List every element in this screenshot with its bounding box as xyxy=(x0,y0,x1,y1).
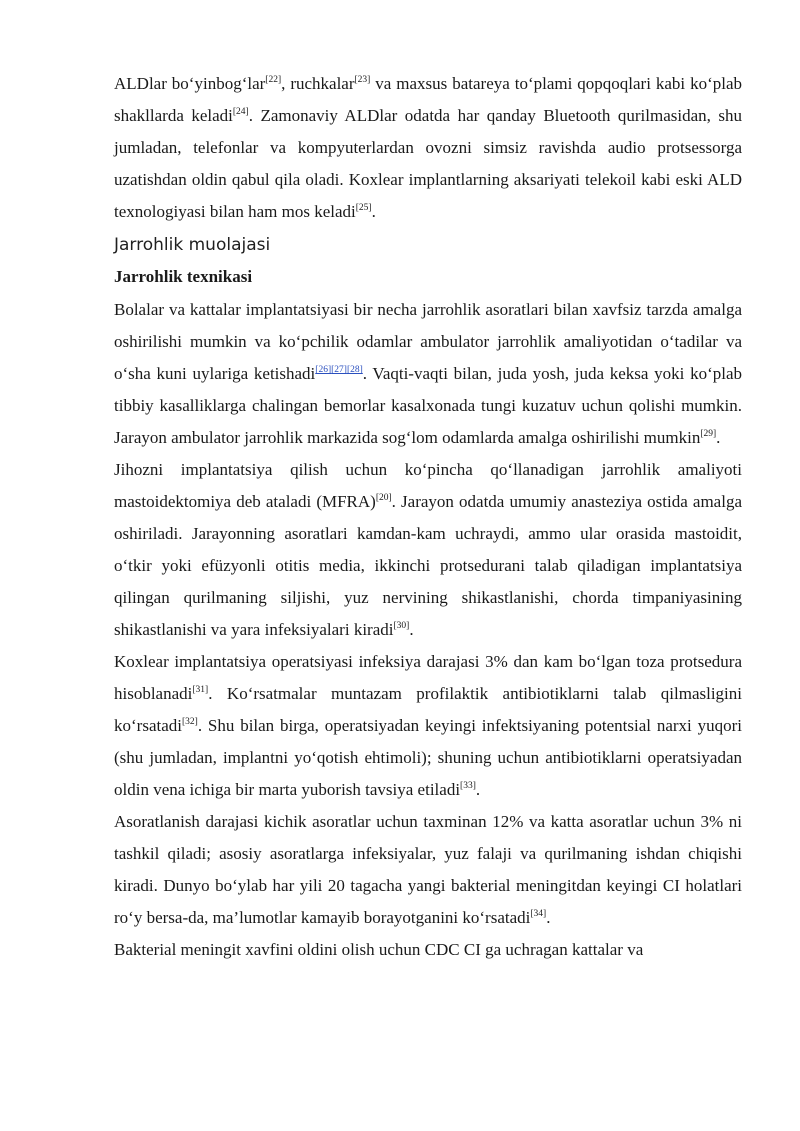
paragraph-surgery-safety xyxy=(114,294,742,454)
paragraph-ald-forms xyxy=(114,68,742,228)
citation-links xyxy=(315,365,362,375)
text-run: . Jarayon odatda umumiy anasteziya ostida amalga oshiriladi. Jarayonning asoratlari kamdan-kam uchraydi, ammo ular orasida mastoidit, o‘tkir yoki efüzyonli otitis media, ikkinchi protsedurani talab qiladigan implantatsiya qilingan qurilmaning siljishi, yuz nervining shikastlanishi, chorda timpaniyasining shikastlanishi va yara infeksiyalari kiradi xyxy=(114,492,742,639)
paragraph-meningitis xyxy=(114,934,742,966)
text-run: . Zamonaviy ALDlar odatda har qanday Bluetooth qurilmasidan, shu jumladan, telefonlar va kompyuterlardan ovozni simsiz ravishda audio protsessorga uzatishdan oldin qabul qila oladi. Koxlear implantlarning aksariyati telekoil kabi eski ALD texnologiyasi bilan ham mos keladi xyxy=(114,106,742,221)
citation-link-26[interactable]: [26] xyxy=(315,365,332,375)
text-run: Jihozni implantatsiya qilish uchun ko‘pincha qo‘llanadigan jarrohlik amaliyoti mastoidektomiya deb ataladi (MFRA) xyxy=(114,460,742,511)
paragraph-infection-rate xyxy=(114,646,742,806)
text-run: . Shu bilan birga, operatsiyadan keyingi infektsiyaning potentsial narxi yuqori (shu jumladan, implantni yo‘qotish ehtimoli); shuning uchun antibiotiklarni operatsiyadan oldin vena ichiga bir marta yuborish tavsiya etiladi xyxy=(114,716,742,799)
text-run: Bolalar va kattalar implantatsiyasi bir necha jarrohlik asoratlari bilan xavfsiz tarzda amalga oshirilishi mumkin va ko‘pchilik odamlar ambulator jarrohlik amaliyotidan o‘tadilar va o‘sha kuni uylariga ketishadi xyxy=(114,300,742,383)
citation: [34] xyxy=(530,909,547,919)
text-run: . Ko‘rsatmalar muntazam profilaktik antibiotiklarni talab qilmasligini ko‘rsatadi xyxy=(114,684,742,735)
text-run: . xyxy=(371,202,376,221)
citation: [23] xyxy=(354,75,371,85)
citation: [32] xyxy=(181,717,198,727)
document-page xyxy=(114,68,742,966)
citation: [29] xyxy=(700,429,717,439)
citation: [33] xyxy=(460,781,476,791)
text-run: , ruchkalar xyxy=(281,74,355,93)
citation: [24] xyxy=(232,107,249,117)
paragraph-complications xyxy=(114,806,742,934)
citation-link-27[interactable]: [27] xyxy=(331,365,347,375)
text-run: . xyxy=(475,780,481,799)
text-run: ALDlar bo‘yinbog‘lar xyxy=(114,74,266,93)
text-run: . xyxy=(409,620,414,639)
citation: [22] xyxy=(265,75,282,85)
citation: [25] xyxy=(355,203,372,213)
text-run: . xyxy=(546,908,551,927)
subsection-heading: Jarrohlik texnikasi xyxy=(114,267,253,286)
paragraph-mastoidectomy xyxy=(114,454,742,646)
citation: [30] xyxy=(393,621,410,631)
citation: [20] xyxy=(375,493,392,503)
citation: [31] xyxy=(192,685,209,695)
text-run: Bakterial meningit xavfini oldini olish uchun CDC CI ga uchragan kattalar va xyxy=(114,940,644,959)
text-run: . Vaqti-vaqti bilan, juda yosh, juda keksa yoki ko‘plab tibbiy kasalliklarga chalingan bemorlar kasalxonada tungi kuzatuv uchun qolishi mumkin. Jarayon ambulator jarrohlik markazida sog‘lom odamlarda amalga oshirilishi mumkin xyxy=(114,364,742,447)
text-run: . xyxy=(716,428,721,447)
text-run: Asoratlanish darajasi kichik asoratlar uchun taxminan 12% va katta asoratlar uchun 3% ni tashkil qiladi; asosiy asoratlarga infeksiyalar, yuz falaji va qurilmaning ishdan chiqishi kiradi. Dunyo bo‘ylab har yili 20 tagacha yangi bakterial meningitdan keyingi CI holatlari ro‘y bersa-da, ma’lumotlar kamayib borayotganini ko‘rsatadi xyxy=(114,812,742,927)
section-heading: Jarrohlik muolajasi xyxy=(114,235,271,255)
citation-link-28[interactable]: [28] xyxy=(346,365,363,375)
text-run: Koxlear implantatsiya operatsiyasi infeksiya darajasi 3% dan kam bo‘lgan toza protsedura hisoblanadi xyxy=(114,652,742,703)
text-run: va maxsus batareya to‘plami qopqoqlari kabi ko‘plab shakllarda keladi xyxy=(114,74,743,125)
